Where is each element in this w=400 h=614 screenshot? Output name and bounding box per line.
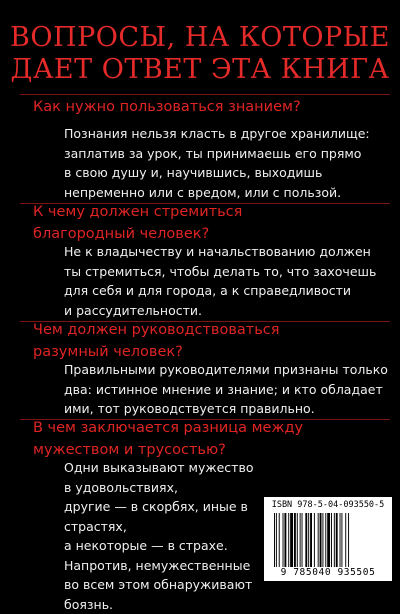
question-3-line-2: разумный человек? bbox=[33, 344, 183, 360]
question-4-line-2: мужеством и трусостью? bbox=[33, 442, 226, 458]
question-1-line-1: Как нужно пользоваться знанием? bbox=[33, 99, 301, 115]
isbn-label: ISBN 978-5-04-093550-5 bbox=[271, 500, 385, 510]
barcode-bar bbox=[276, 513, 277, 567]
barcode-bar bbox=[334, 513, 335, 567]
barcode-bar bbox=[318, 513, 319, 567]
barcode-bar bbox=[284, 513, 286, 567]
answer-2: Не к владычеству и начальствованию должен ты стремиться, чтобы делать то, что захочешь для себя и для города, а к справедливости и рассудительности. bbox=[64, 244, 377, 318]
barcode-bar bbox=[310, 513, 312, 567]
answer-3: Правильными руководителями признаны только два: истинное мнение и знание; и кто обладает ими, тот руководствуется правильно. bbox=[64, 362, 388, 416]
answer-4: Одни выказывают мужество в удовольствиях, другие — в скорбях, иные в страстях, а некоторые — в страхе. Напротив, немужественные во всем этом обнаруживают боязнь. bbox=[64, 460, 254, 612]
barcode-bar bbox=[322, 513, 323, 567]
barcode-bar bbox=[302, 513, 303, 567]
barcode-bar bbox=[325, 513, 326, 567]
question-4 bbox=[33, 417, 303, 461]
barcode-bar bbox=[331, 513, 332, 567]
barcode-bar bbox=[348, 513, 349, 567]
barcode-bar bbox=[336, 513, 338, 567]
question-3-line-1: Чем должен руководствоваться bbox=[33, 322, 280, 338]
barcode-bar bbox=[340, 513, 341, 567]
barcode-bar bbox=[320, 513, 322, 567]
barcode-bar bbox=[297, 513, 298, 567]
barcode-bar bbox=[288, 513, 289, 567]
barcode-bar bbox=[305, 513, 307, 567]
section-divider bbox=[20, 94, 390, 95]
barcode-bar bbox=[308, 513, 309, 567]
question-2 bbox=[33, 201, 242, 245]
barcode-bar bbox=[300, 513, 301, 567]
cover-heading-line-2: ДАЕТ ОТВЕТ ЭТА КНИГА bbox=[10, 54, 390, 85]
barcode-bar bbox=[345, 513, 346, 567]
barcode-digits: 9 785040 935505 bbox=[280, 567, 376, 578]
barcode-bars bbox=[272, 513, 384, 567]
barcode-bar bbox=[283, 513, 284, 567]
barcode-bar bbox=[274, 513, 275, 567]
cover-heading-line-1: ВОПРОСЫ, НА КОТОРЫЕ bbox=[10, 22, 390, 53]
question-2-line-2: благородный человек? bbox=[33, 226, 210, 242]
barcode-bar bbox=[327, 513, 330, 567]
barcode-bar bbox=[290, 513, 293, 567]
barcode-bar bbox=[314, 513, 315, 567]
question-2-line-1: К чему должен стремиться bbox=[33, 204, 243, 220]
question-1 bbox=[33, 96, 301, 118]
answer-1: Познания нельзя класть в другое хранилище: заплатив за урок, ты принимаешь его прямо в свою душу и, научившись, выходишь непременно или с вредом, или с пользой. bbox=[64, 126, 370, 200]
isbn-barcode bbox=[264, 497, 392, 581]
question-4-line-1: В чем заключается разница между bbox=[33, 420, 304, 436]
barcode-bar bbox=[279, 513, 280, 567]
barcode-bar bbox=[341, 513, 342, 567]
question-3 bbox=[33, 319, 279, 363]
barcode-bar bbox=[294, 513, 296, 567]
